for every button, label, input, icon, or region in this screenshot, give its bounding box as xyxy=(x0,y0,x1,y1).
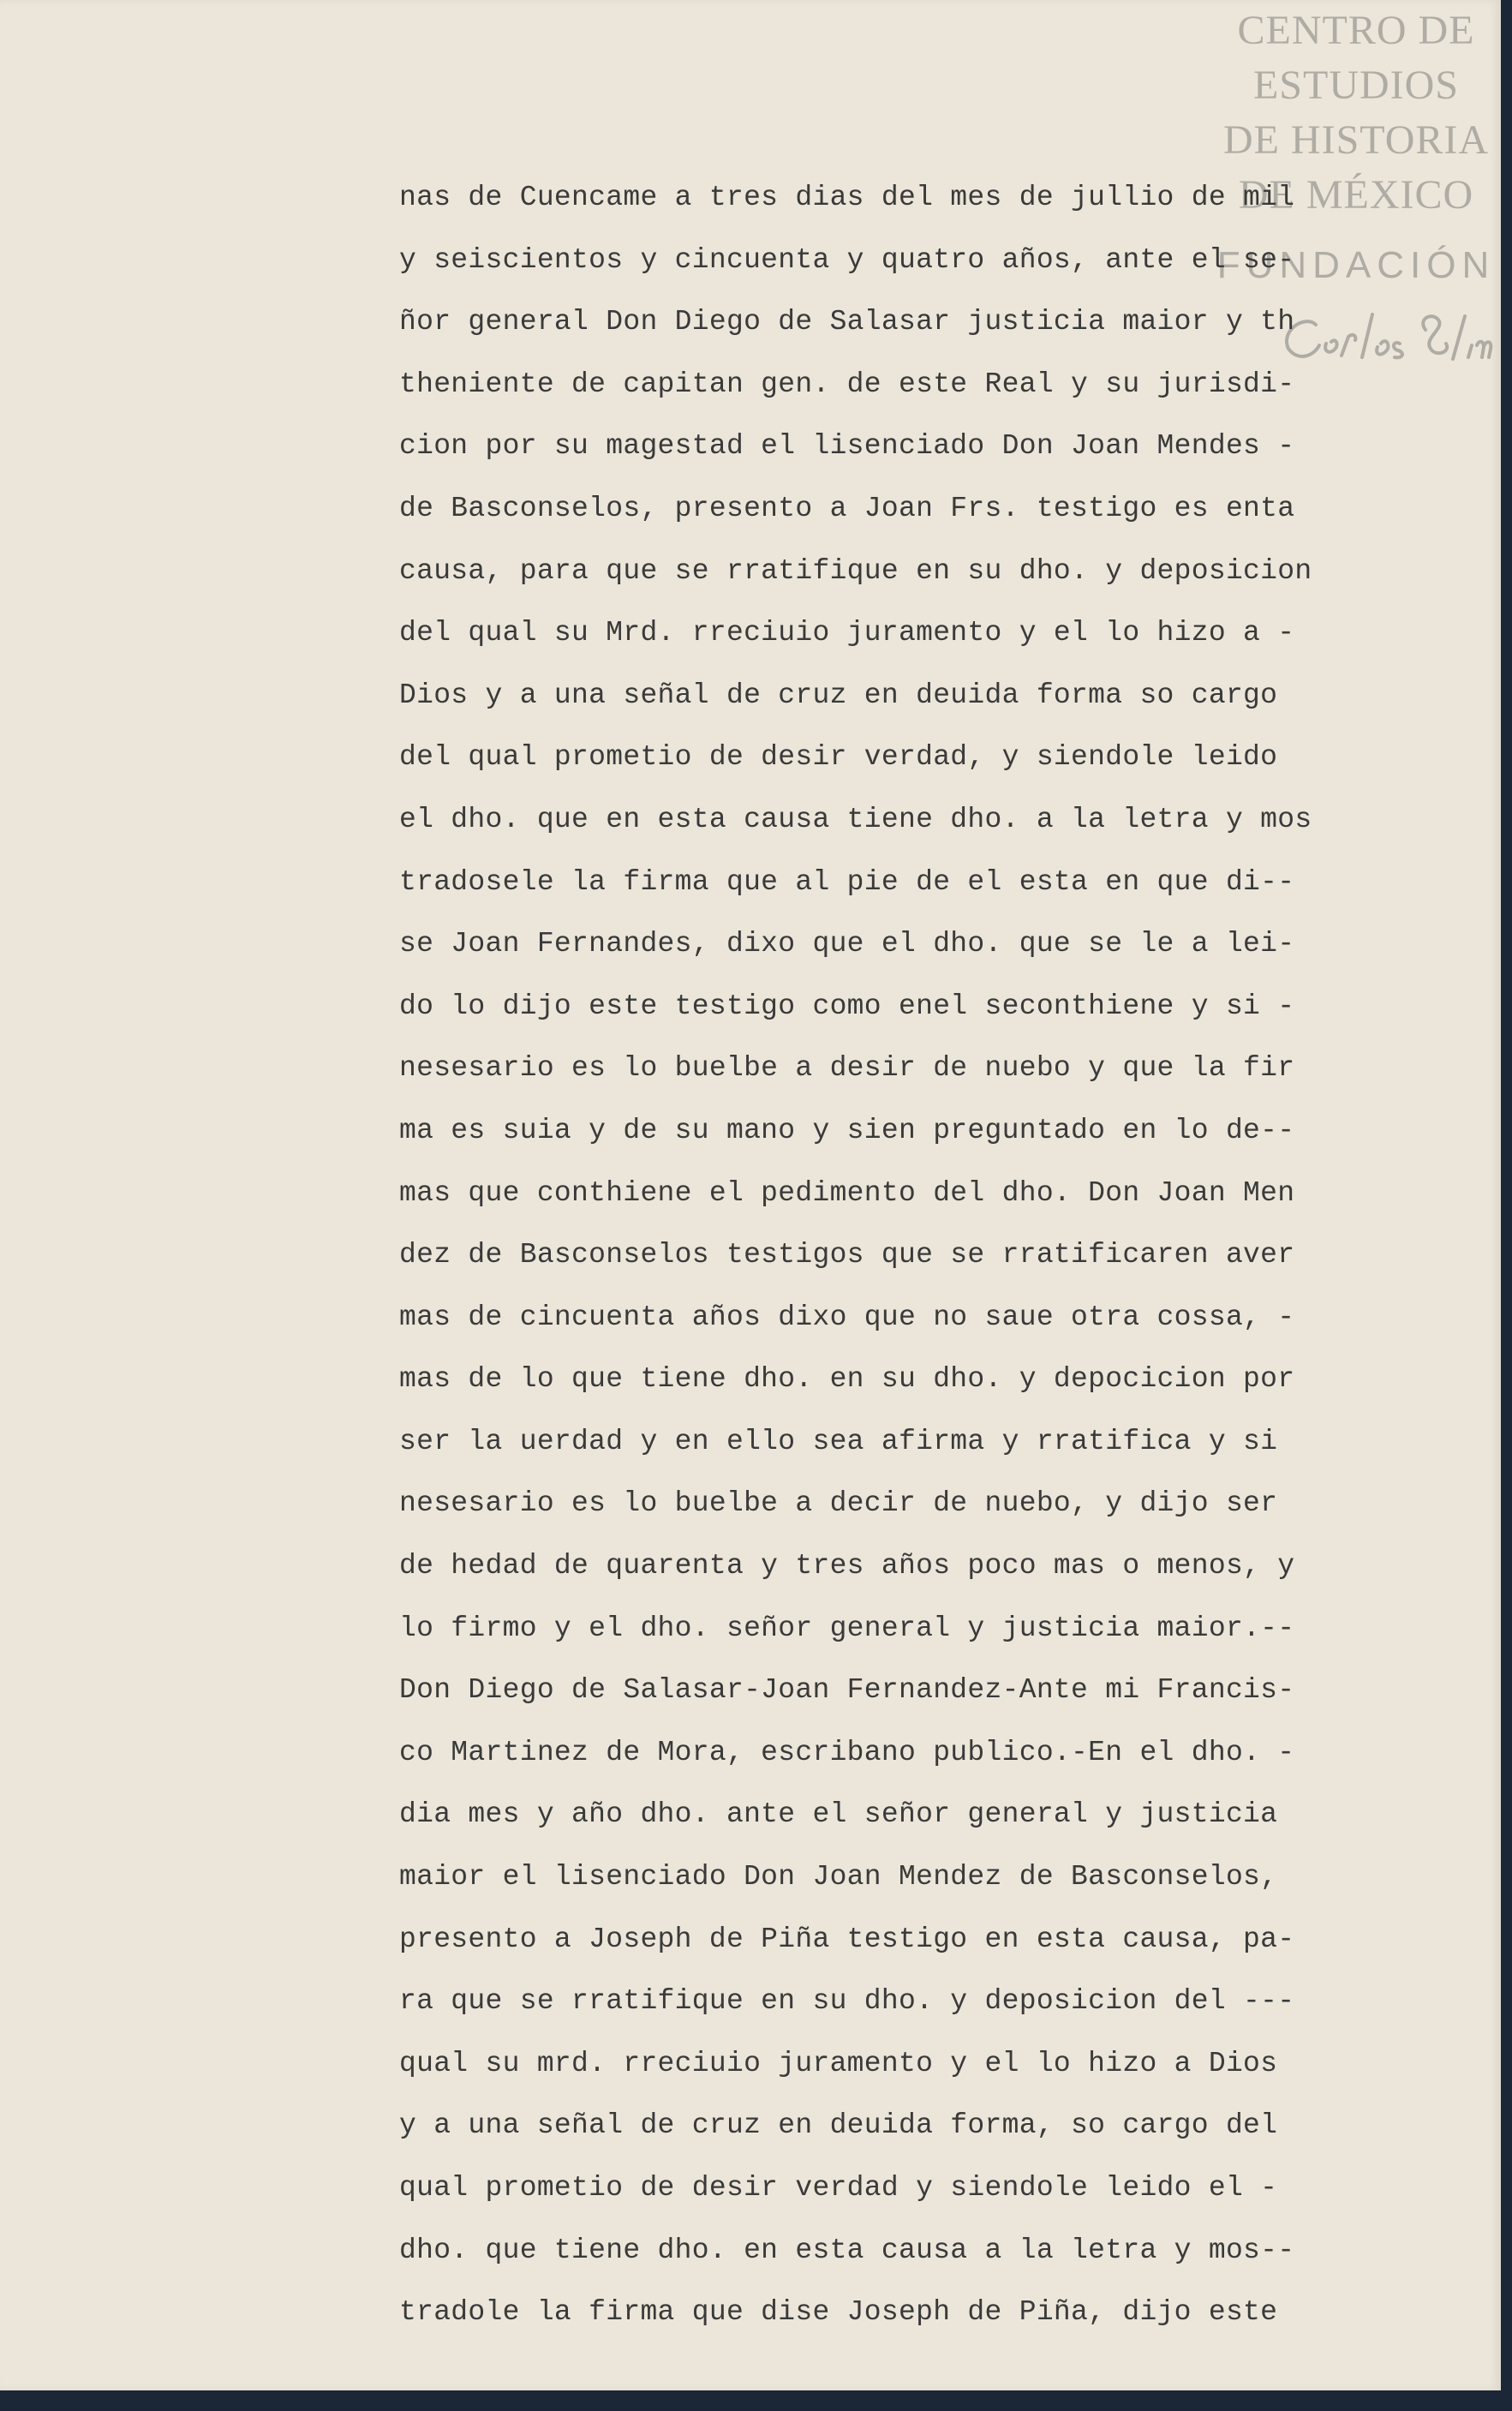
text-line: de Basconselos, presento a Joan Frs. testigo es enta xyxy=(399,492,1295,524)
text-line: del qual prometio de desir verdad, y siendole leido xyxy=(399,741,1278,774)
scan-border-right xyxy=(1501,0,1512,2411)
text-line: ñor general Don Diego de Salasar justicia maior y th xyxy=(399,306,1295,338)
document-body xyxy=(399,167,1479,2344)
text-line: dia mes y año dho. ante el señor general y justicia xyxy=(399,1798,1278,1831)
text-line: nesesario es lo buelbe a desir de nuebo y que la fir xyxy=(399,1052,1295,1085)
text-line: tradole la firma que dise Joseph de Piña, dijo este xyxy=(399,2296,1278,2329)
text-line: Don Diego de Salasar-Joan Fernandez-Ante mi Francis- xyxy=(399,1674,1295,1707)
text-line: dho. que tiene dho. en esta causa a la letra y mos-- xyxy=(399,2234,1295,2266)
text-line: y a una señal de cruz en deuida forma, so cargo del xyxy=(399,2109,1278,2142)
text-line: maior el lisenciado Don Joan Mendez de Basconselos, xyxy=(399,1861,1278,1894)
institution-line: DE MÉXICO xyxy=(1238,172,1474,218)
text-line: y seiscientos y cincuenta y quatro años, ante el se- xyxy=(399,243,1295,276)
text-line: do lo dijo este testigo como enel seconthiene y si - xyxy=(399,990,1295,1022)
institution-line: ESTUDIOS xyxy=(1252,63,1459,108)
text-line: nesesario es lo buelbe a decir de nuebo, y dijo ser xyxy=(399,1487,1278,1520)
text-line: qual su mrd. rreciuio juramento y el lo hizo a Dios xyxy=(399,2047,1278,2079)
text-line: nas de Cuencame a tres dias del mes de jullio de mil xyxy=(399,182,1295,213)
text-line: causa, para que se rratifique en su dho. y deposicion xyxy=(399,554,1312,587)
text-line: presento a Joseph de Piña testigo en esta causa, pa- xyxy=(399,1923,1295,1955)
text-line: se Joan Fernandes, dixo que el dho. que se le a lei- xyxy=(399,928,1295,960)
text-line: del qual su Mrd. rreciuio juramento y el lo hizo a - xyxy=(399,617,1295,649)
text-line: ser la uerdad y en ello sea afirma y rratifica y si xyxy=(399,1425,1278,1457)
text-line: mas de cincuenta años dixo que no saue otra cossa, - xyxy=(399,1301,1295,1333)
scan-border-bottom xyxy=(0,2390,1512,2411)
text-line: mas de lo que tiene dho. en su dho. y depocicion por xyxy=(399,1363,1295,1396)
text-line: Dios y a una señal de cruz en deuida forma so cargo xyxy=(399,679,1278,711)
text-line: lo firmo y el dho. señor general y justicia maior.-- xyxy=(399,1612,1295,1644)
text-line: tradosele la firma que al pie de el esta en que di-- xyxy=(399,865,1295,898)
text-line: cion por su magestad el lisenciado Don Joan Mendes - xyxy=(399,430,1295,463)
text-line: el dho. que en esta causa tiene dho. a la letra y mos xyxy=(399,803,1312,835)
foundation-label: FUNDACIÓN xyxy=(1216,244,1496,286)
text-line: dez de Basconselos testigos que se rratificaren aver xyxy=(399,1239,1295,1271)
text-line: theniente de capitan gen. de este Real y su jurisdi- xyxy=(399,368,1295,400)
text-line: de hedad de quarenta y tres años poco mas o menos, y xyxy=(399,1550,1295,1582)
text-line: mas que conthiene el pedimento del dho. Don Joan Men xyxy=(399,1176,1295,1209)
text-line: qual prometio de desir verdad y siendole leido el - xyxy=(399,2172,1278,2204)
text-line: ma es suia y de su mano y sien preguntado en lo de-- xyxy=(399,1114,1295,1146)
institution-line: CENTRO DE xyxy=(1237,8,1475,53)
text-line: ra que se rratifique en su dho. y deposicion del --- xyxy=(399,1985,1295,2018)
text-line: co Martinez de Mora, escribano publico.-En el dho. - xyxy=(399,1736,1295,1768)
institution-line: DE HISTORIA xyxy=(1222,117,1490,163)
